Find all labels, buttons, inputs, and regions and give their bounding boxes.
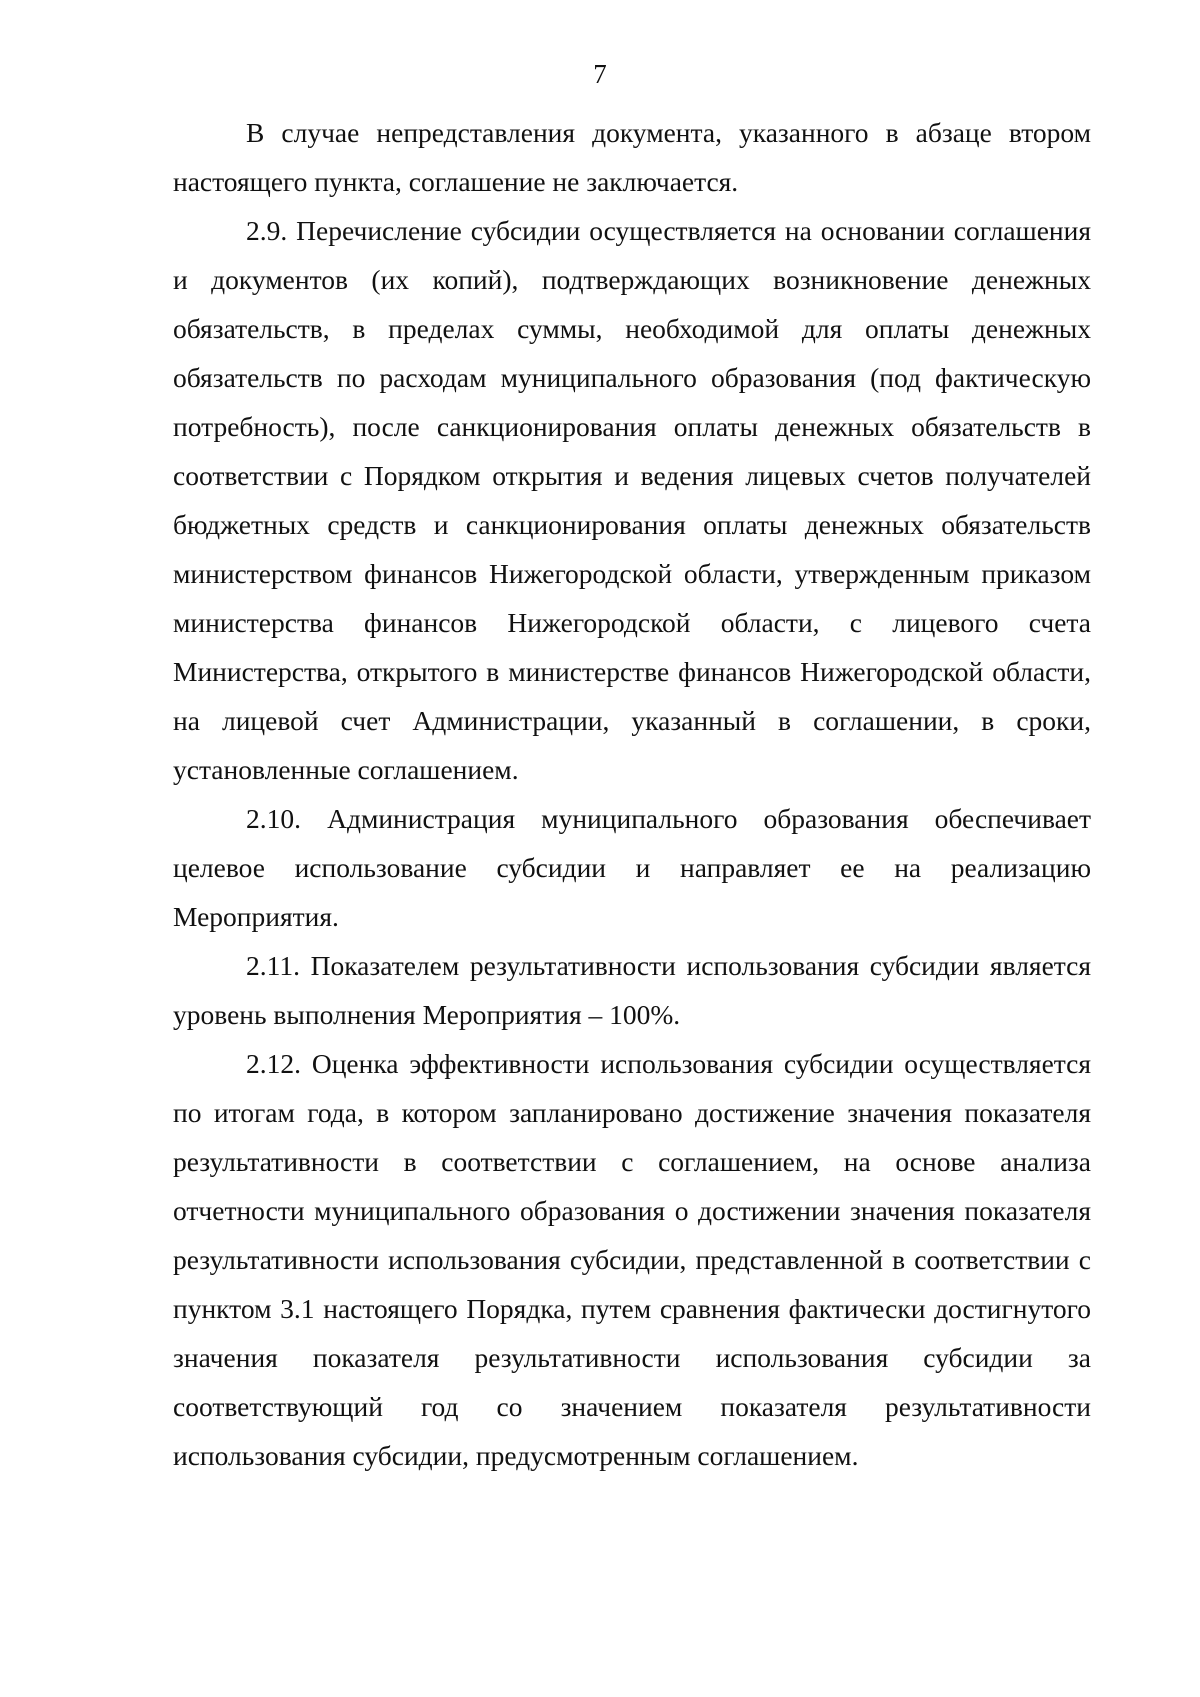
paragraph-2-11-performance-indicator: 2.11. Показателем результативности использования субсидии является уровень выполнения Мероприятия – 100%. (173, 950, 1091, 1030)
paragraph-document-not-submitted: В случае непредставления документа, указанного в абзаце втором настоящего пункта, соглашение не заключается. (173, 117, 1091, 197)
paragraph-2-10-targeted-use: 2.10. Администрация муниципального образования обеспечивает целевое использование субсидии и направляет ее на реализацию Мероприятия. (173, 803, 1091, 932)
document-body (173, 108, 1091, 1480)
page-number: 7 (593, 59, 607, 89)
paragraph-2-9-subsidy-transfer: 2.9. Перечисление субсидии осуществляется на основании соглашения и документов (их копий), подтверждающих возникновение денежных обязательств, в пределах суммы, необходимой для оплаты денежных обязательств по расходам муниципального образования (под фактическую потребность), после санкционирования оплаты денежных обязательств в соответствии с Порядком открытия и ведения лицевых счетов получателей бюджетных средств и санкционирования оплаты денежных обязательств министерством финансов Нижегородской области, утвержденным приказом министерства финансов Нижегородской области, с лицевого счета Министерства, открытого в министерстве финансов Нижегородской области, на лицевой счет Администрации, указанный в соглашении, в сроки, установленные соглашением. (173, 215, 1091, 785)
paragraph-2-12-efficiency-evaluation: 2.12. Оценка эффективности использования субсидии осуществляется по итогам года, в котором запланировано достижение значения показателя результативности в соответствии с соглашением, на основе анализа отчетности муниципального образования о достижении значения показателя результативности использования субсидии, представленной в соответствии с пунктом 3.1 настоящего Порядка, путем сравнения фактически достигнутого значения показателя результативности использования субсидии за соответствующий год со значением показателя результативности использования субсидии, предусмотренным соглашением. (173, 1048, 1091, 1471)
